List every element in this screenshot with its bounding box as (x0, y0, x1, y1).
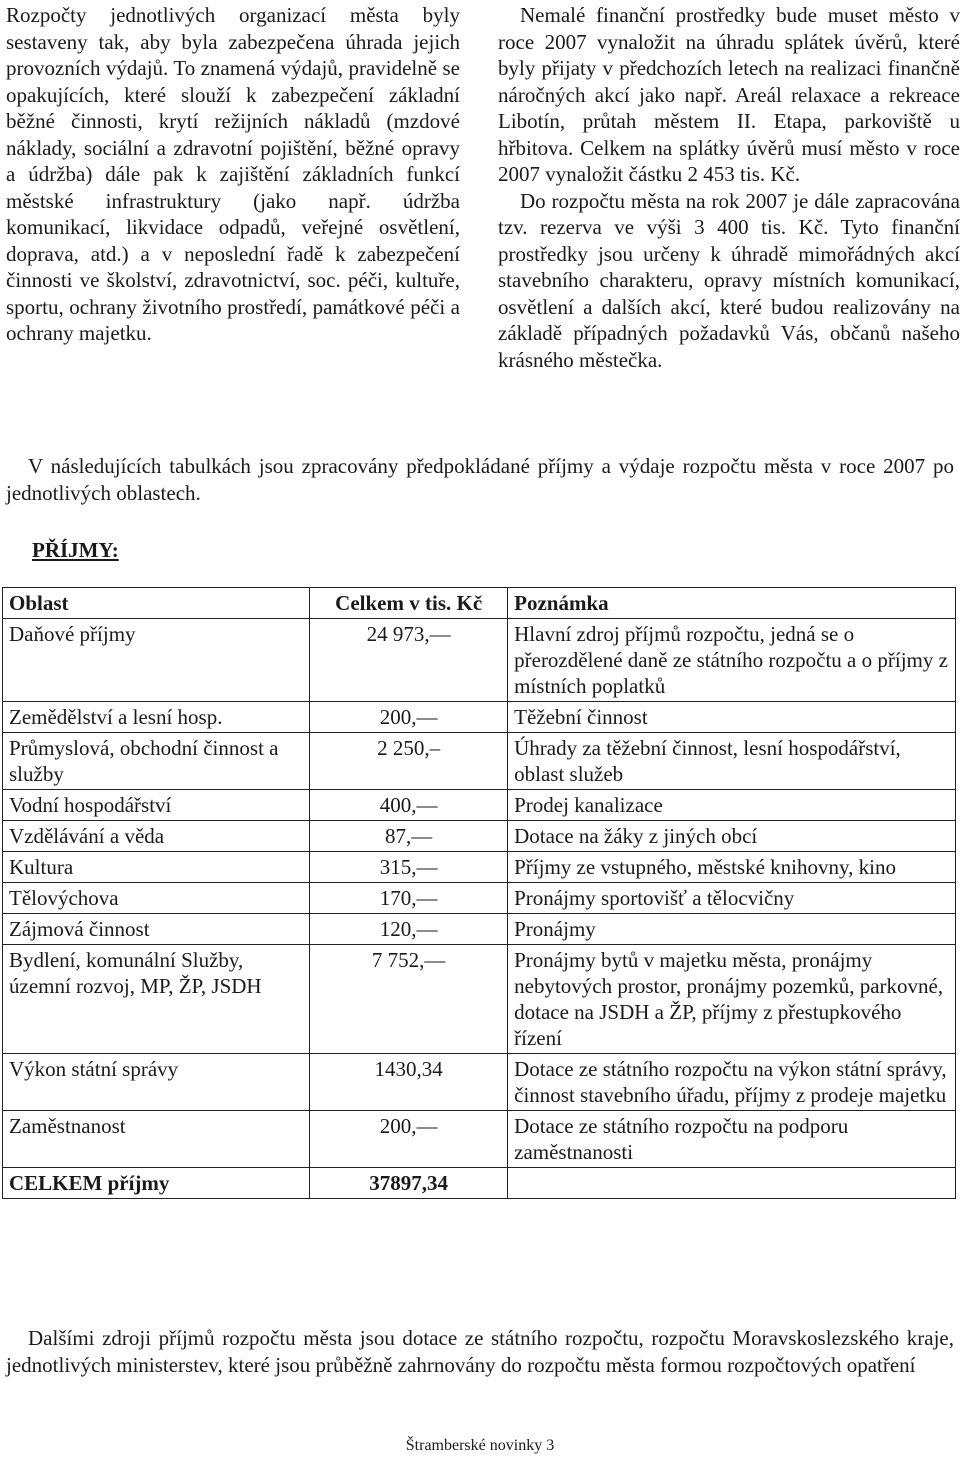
cell-note: Pronájmy (508, 914, 956, 945)
header-celkem: Celkem v tis. Kč (310, 588, 508, 619)
right-paragraph-1: Nemalé finanční prostředky bude muset město v roce 2007 vynaložit na úhradu splátek úvěrů, které byly přijaty v předchozích letech na realizaci finančně náročných akcí jako např. Areál relaxace a rekreace Libotín, průtah městem II. Etapa, parkoviště u hřbitova. Celkem na splátky úvěrů musí město v roce 2007 vynaložit částku 2 453 tis. Kč. (498, 3, 960, 186)
header-oblast: Oblast (3, 588, 310, 619)
table-row (3, 852, 956, 883)
cell-area: Výkon státní správy (3, 1054, 310, 1111)
cell-area: Bydlení, komunální Služby, územní rozvoj, MP, ŽP, JSDH (3, 945, 310, 1054)
outro-paragraph: Dalšími zdroji příjmů rozpočtu města jsou dotace ze státního rozpočtu, rozpočtu Moravskoslezského kraje, jednotlivých ministerstev, které jsou průběžně zahrnovány do rozpočtu města formou rozpočtových opatření (6, 1326, 954, 1377)
cell-area: Zájmová činnost (3, 914, 310, 945)
cell-amount: 87,— (310, 821, 508, 852)
cell-note: Hlavní zdroj příjmů rozpočtu, jedná se o přerozdělené daně ze státního rozpočtu a o příjmy z místních poplatků (508, 619, 956, 702)
table-row (3, 914, 956, 945)
table-row (3, 733, 956, 790)
right-paragraph-2: Do rozpočtu města na rok 2007 je dále zapracována tzv. rezerva ve výši 3 400 tis. Kč. Tyto finanční prostředky jsou určeny k úhradě mimořádných akcí stavebního charakteru, opravy místních komunikací, osvětlení a dalších akcí, které budou realizovány na základě případných požadavků Vás, občanů našeho krásného městečka. (498, 188, 960, 372)
cell-amount: 1430,34 (310, 1054, 508, 1111)
cell-amount: 120,— (310, 914, 508, 945)
cell-note: Dotace ze státního rozpočtu na podporu zaměstnanosti (508, 1111, 956, 1168)
cell-amount: 400,— (310, 790, 508, 821)
table-row (3, 883, 956, 914)
total-amount: 37897,34 (310, 1168, 508, 1199)
total-label: CELKEM příjmy (3, 1168, 310, 1199)
cell-note: Úhrady za těžební činnost, lesní hospodářství, oblast služeb (508, 733, 956, 790)
page-footer: Štramberské novinky 3 (405, 1437, 555, 1454)
cell-amount: 200,— (310, 1111, 508, 1168)
cell-amount: 7 752,— (310, 945, 508, 1054)
table-row (3, 1054, 956, 1111)
left-column (6, 2, 460, 347)
section-heading: PŘÍJMY: (32, 538, 119, 562)
cell-area: Vodní hospodářství (3, 790, 310, 821)
table-row (3, 702, 956, 733)
cell-amount: 2 250,– (310, 733, 508, 790)
cell-note: Pronájmy bytů v majetku města, pronájmy nebytových prostor, pronájmy pozemků, parkovné, dotace na JSDH a ŽP, příjmy z přestupkového řízení (508, 945, 956, 1054)
cell-area: Průmyslová, obchodní činnost a služby (3, 733, 310, 790)
header-poznamka: Poznámka (508, 588, 956, 619)
cell-amount: 24 973,— (310, 619, 508, 702)
table-row (3, 619, 956, 702)
cell-area: Zemědělství a lesní hosp. (3, 702, 310, 733)
cell-area: Daňové příjmy (3, 619, 310, 702)
total-note (508, 1168, 956, 1199)
intro-paragraph: V následujících tabulkách jsou zpracovány předpokládané příjmy a výdaje rozpočtu města v roce 2007 po jednotlivých oblastech. (6, 454, 954, 505)
right-column (498, 2, 960, 373)
table-total-row (3, 1168, 956, 1199)
table-row (3, 821, 956, 852)
cell-amount: 170,— (310, 883, 508, 914)
left-paragraph: Rozpočty jednotlivých organizací města byly sestaveny tak, aby byla zabezpečena úhrada jejich provozních výdajů. To znamená výdajů, pravidelně se opakujících, které slouží k zabezpečení základní běžné činnosti, krytí režijních nákladů (mzdové náklady, sociální a zdravotní pojištění, běžné opravy a údržba) dále pak k zajištění základních funkcí městské infrastruktury (jako např. údržba komunikací, likvidace odpadů, veřejné osvětlení, doprava, atd.) a v neposlední řadě k zabezpečení činnosti ve školství, zdravotnictví, soc. péči, kultuře, sportu, ochrany životního prostředí, památkové péči a ochrany majetku. (6, 3, 460, 345)
table-row (3, 790, 956, 821)
cell-amount: 200,— (310, 702, 508, 733)
cell-note: Prodej kanalizace (508, 790, 956, 821)
cell-note: Dotace na žáky z jiných obcí (508, 821, 956, 852)
cell-area: Zaměstnanost (3, 1111, 310, 1168)
cell-note: Dotace ze státního rozpočtu na výkon státní správy, činnost stavebního úřadu, příjmy z prodeje majetku (508, 1054, 956, 1111)
cell-note: Těžební činnost (508, 702, 956, 733)
cell-note: Příjmy ze vstupného, městské knihovny, kino (508, 852, 956, 883)
table-row (3, 945, 956, 1054)
table-row (3, 1111, 956, 1168)
cell-area: Vzdělávání a věda (3, 821, 310, 852)
cell-note: Pronájmy sportovišť a tělocvičny (508, 883, 956, 914)
cell-area: Kultura (3, 852, 310, 883)
cell-area: Tělovýchova (3, 883, 310, 914)
cell-amount: 315,— (310, 852, 508, 883)
income-table (2, 587, 956, 1199)
table-header-row (3, 588, 956, 619)
